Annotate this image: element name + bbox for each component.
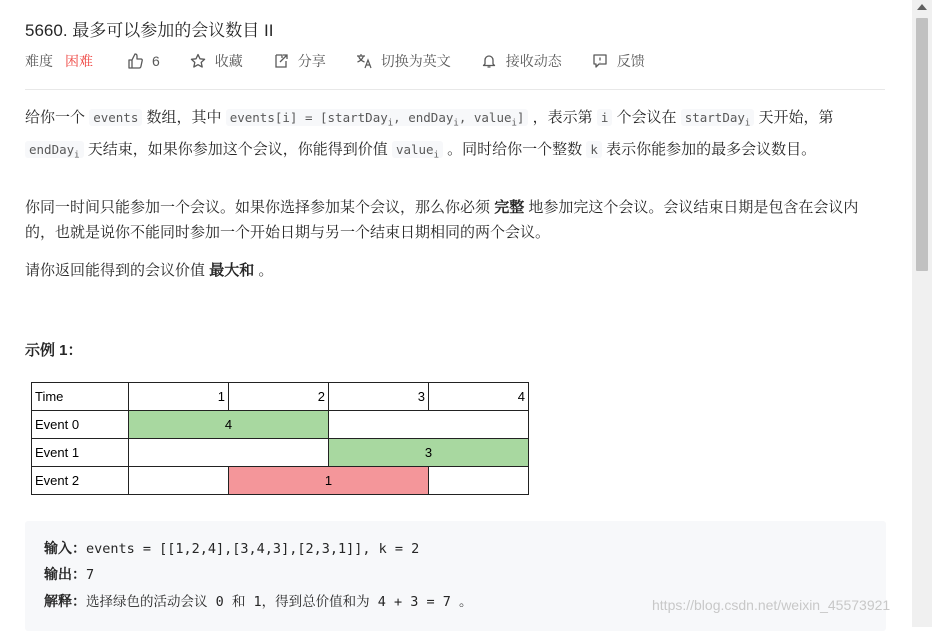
example-explain-line xyxy=(44,590,473,611)
example-code-block xyxy=(25,521,886,631)
feedback-icon xyxy=(592,53,608,69)
grid-row-event-0 xyxy=(32,411,529,439)
text: 个会议在 xyxy=(616,109,677,126)
example-input-line xyxy=(44,538,419,558)
inline-code-definition: events[i] = [startDay$_i$, endDay$_i$, value$_i$] xyxy=(226,109,529,126)
explain-label: 解释： xyxy=(44,594,86,610)
grid-row-event-2 xyxy=(32,467,529,495)
text: 地参加完这个会议。会议结束日期是包含在会议内的，也就是说你不能同时参加一个开始日期与另一个结束日期相同的两个会议。 xyxy=(25,199,859,241)
output-value: 7 xyxy=(86,567,95,583)
collect-label: 收藏 xyxy=(214,53,243,69)
event-0-span: 4 xyxy=(129,411,329,439)
text: 天开始，第 xyxy=(758,109,834,126)
example-output-line xyxy=(44,564,94,584)
collect-button[interactable] xyxy=(190,51,243,71)
like-count: 6 xyxy=(152,53,160,69)
inline-code-value: value$_i$ xyxy=(392,141,443,158)
text: 。 xyxy=(258,262,274,279)
bell-icon xyxy=(481,53,497,69)
scrollbar-thumb[interactable] xyxy=(916,18,928,271)
translate-icon xyxy=(356,53,372,69)
event-1-span: 3 xyxy=(329,439,529,467)
feedback-button[interactable] xyxy=(592,51,645,71)
switch-language-button[interactable] xyxy=(356,51,451,71)
difficulty-badge: 困难 xyxy=(65,53,93,69)
like-button[interactable] xyxy=(127,53,160,69)
difficulty-label: 难度 xyxy=(25,53,53,69)
problem-meta-bar xyxy=(25,51,645,71)
event-2-span: 1 xyxy=(229,467,429,495)
text: ，表示第 xyxy=(532,109,593,126)
share-button[interactable] xyxy=(273,51,326,71)
description-paragraph-1 xyxy=(25,105,885,168)
inline-code-endday: endDay$_i$ xyxy=(25,141,84,158)
grid-tick: 4 xyxy=(429,383,529,411)
explain-value: 选择绿色的活动会议 0 和 1，得到总价值和为 4 + 3 = 7 。 xyxy=(86,594,473,610)
vertical-scrollbar[interactable] xyxy=(912,0,932,627)
grid-tick: 3 xyxy=(329,383,429,411)
problem-title: 5660. 最多可以参加的会议数目 II xyxy=(25,21,274,40)
share-label: 分享 xyxy=(297,53,326,69)
divider xyxy=(25,89,885,90)
text: 你同一时间只能参加一个会议。如果你选择参加某个会议，那么你必须 xyxy=(25,199,491,216)
inline-code-k: k xyxy=(586,141,602,158)
empty-cell xyxy=(129,439,329,467)
inline-code-startday: startDay$_i$ xyxy=(681,109,755,126)
text: 请你返回能得到的会议价值 xyxy=(25,262,206,279)
grid-row-event-1 xyxy=(32,439,529,467)
grid-header-row xyxy=(32,383,529,411)
output-label: 输出： xyxy=(44,567,86,583)
description-paragraph-2 xyxy=(25,195,885,245)
example-title: 示例 1： xyxy=(25,342,83,359)
scroll-up-arrow-icon[interactable] xyxy=(917,4,927,10)
grid-header-label: Time xyxy=(32,383,129,411)
text: 给你一个 xyxy=(25,109,86,126)
grid-row-label: Event 1 xyxy=(32,439,129,467)
grid-row-label: Event 0 xyxy=(32,411,129,439)
bold-text: 最大和 xyxy=(209,262,255,279)
bold-text: 完整 xyxy=(494,199,525,216)
inline-code-i: i xyxy=(597,109,613,126)
empty-cell xyxy=(429,467,529,495)
input-value: events = [[1,2,4],[3,4,3],[2,3,1]], k = 2 xyxy=(86,541,420,557)
watermark: https://blog.csdn.net/weixin_45573921 xyxy=(652,597,891,613)
follow-label: 接收动态 xyxy=(505,53,562,69)
text: 。同时给你一个整数 xyxy=(447,140,583,158)
text: 数组，其中 xyxy=(146,109,222,126)
inline-code-events: events xyxy=(89,109,142,126)
feedback-label: 反馈 xyxy=(616,53,645,69)
follow-button[interactable] xyxy=(481,51,562,71)
events-timeline-grid xyxy=(31,382,529,495)
input-label: 输入： xyxy=(44,541,86,557)
description-paragraph-3 xyxy=(25,258,885,283)
empty-cell xyxy=(329,411,529,439)
grid-tick: 1 xyxy=(129,383,229,411)
thumbs-up-icon xyxy=(127,53,143,69)
grid-row-label: Event 2 xyxy=(32,467,129,495)
text: 表示你能参加的最多会议数目。 xyxy=(606,140,817,158)
star-icon xyxy=(190,53,206,69)
share-icon xyxy=(273,53,289,69)
empty-cell xyxy=(129,467,229,495)
grid-tick: 2 xyxy=(229,383,329,411)
switch-language-label: 切换为英文 xyxy=(380,53,451,69)
text: 天结束，如果你参加这个会议，你能得到价值 xyxy=(87,140,388,158)
